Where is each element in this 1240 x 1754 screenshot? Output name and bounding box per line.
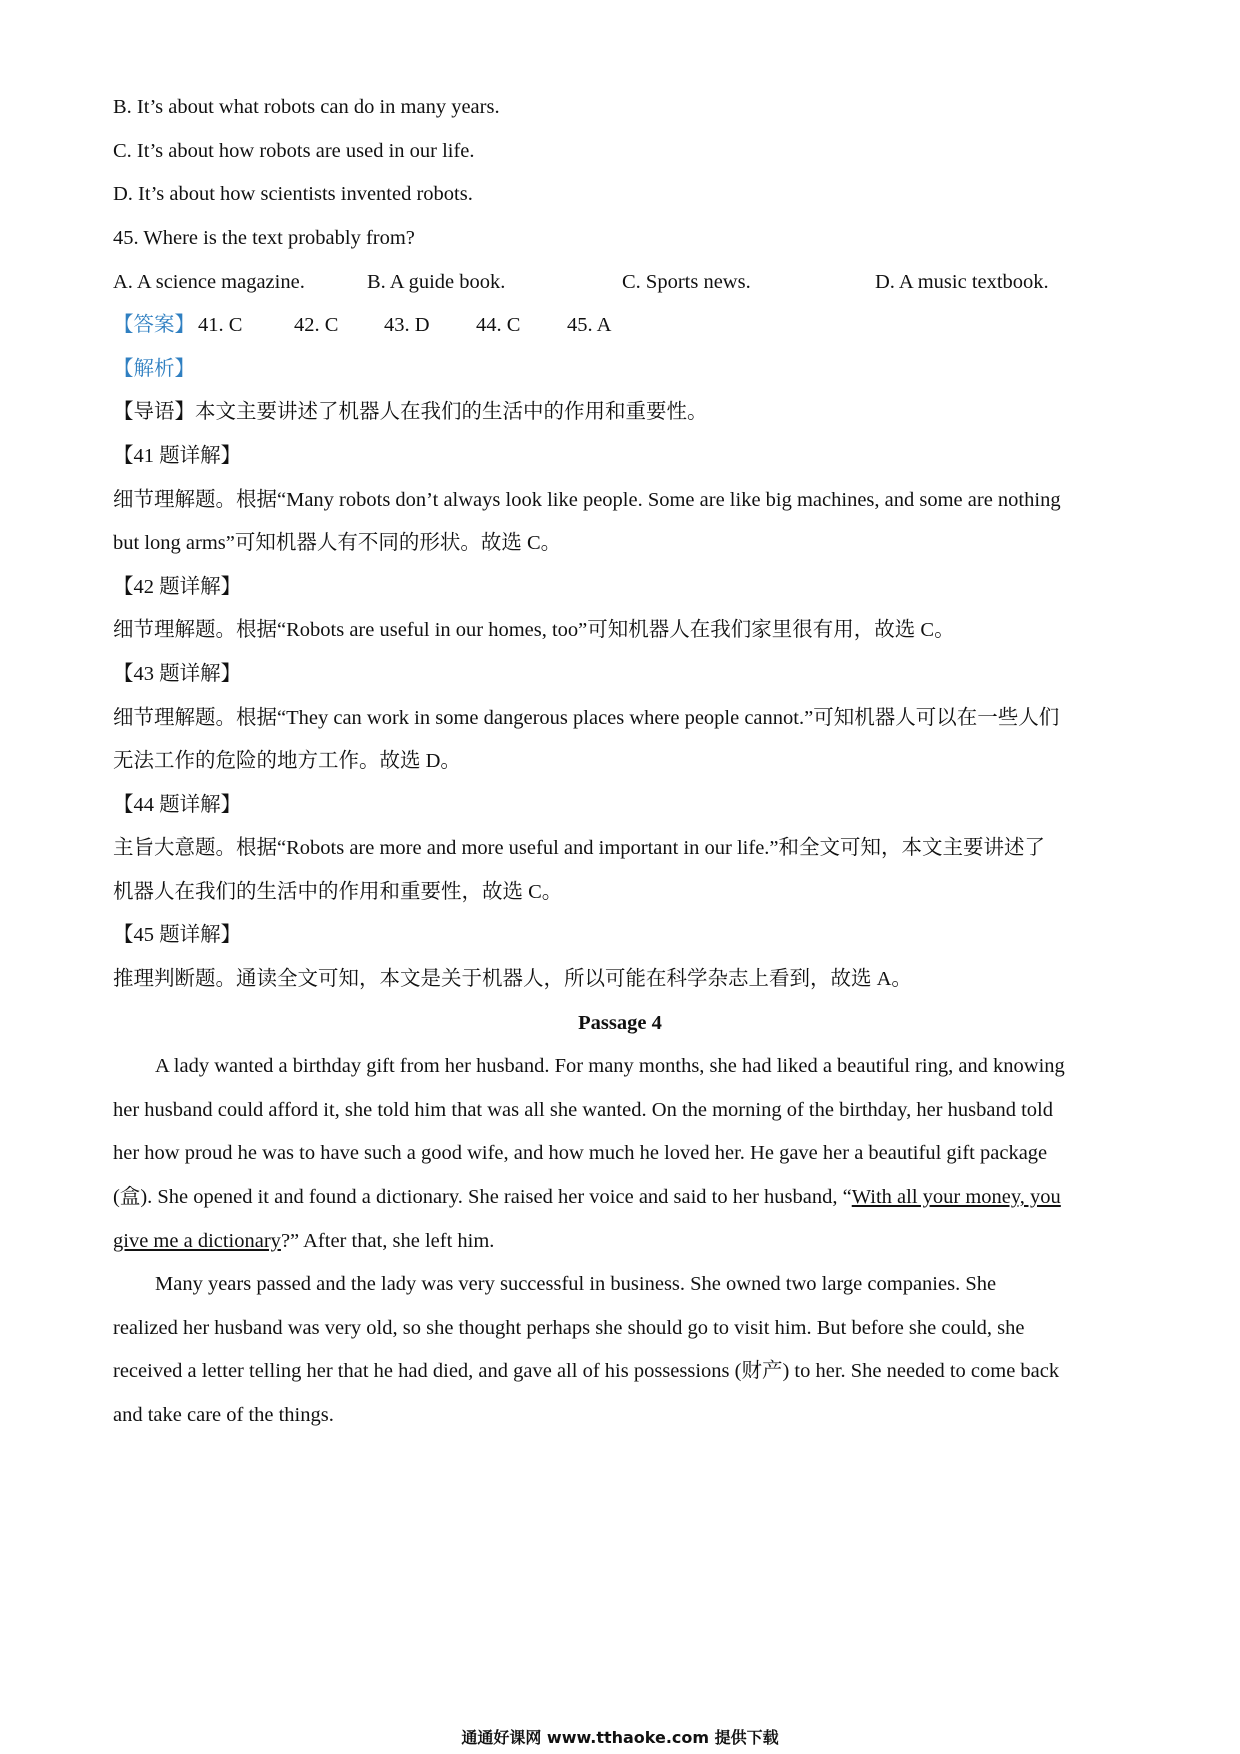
q45-option-c: C. Sports news. — [622, 271, 751, 293]
q45-option-d: D. A music textbook. — [875, 271, 1049, 293]
passage-p1-line: A lady wanted a birthday gift from her husband. For many months, she had liked a beautiful ring, and knowing — [155, 1055, 1065, 1077]
underlined-quote: With all your money, you — [851, 1186, 1061, 1208]
detail-41-heading: 【41 题详解】 — [113, 445, 242, 467]
passage-title: Passage 4 — [578, 1012, 662, 1034]
detail-43-heading: 【43 题详解】 — [113, 663, 242, 685]
detail-41-line: 细节理解题。根据“Many robots don’t always look like people. Some are like big machines, and some are nothing — [113, 489, 1061, 511]
analysis-label: 【解析】 — [113, 358, 195, 380]
q44-option-c: C. It’s about how robots are used in our life. — [113, 140, 475, 162]
answer-label: 【答案】 — [113, 314, 195, 336]
detail-43-line: 无法工作的危险的地方工作。故选 D。 — [113, 750, 461, 772]
q45-option-b: B. A guide book. — [367, 271, 506, 293]
intro-text: 【导语】本文主要讲述了机器人在我们的生活中的作用和重要性。 — [113, 401, 708, 423]
passage-p2-line: received a letter telling her that he had died, and gave all of his possessions (财产) to her. She needed to come back — [113, 1360, 1060, 1382]
passage-text: ?” After that, she left him. — [280, 1230, 495, 1252]
detail-45-line: 推理判断题。通读全文可知，本文是关于机器人，所以可能在科学杂志上看到，故选 A。 — [113, 968, 912, 990]
passage-p2-line: realized her husband was very old, so she thought perhaps she should go to visit him. But before she could, she — [113, 1317, 1025, 1339]
passage-p1-line — [113, 1183, 1061, 1211]
answer-item: 45. A — [567, 314, 612, 336]
q45-option-a: A. A science magazine. — [113, 271, 305, 293]
passage-p1-line: her husband could afford it, she told him that was all she wanted. On the morning of the birthday, her husband told — [113, 1099, 1053, 1121]
detail-42-line: 细节理解题。根据“Robots are useful in our homes, too”可知机器人在我们家里很有用，故选 C。 — [113, 619, 955, 641]
answer-item: 43. D — [384, 314, 430, 336]
passage-text: (盒). She opened it and found a dictionary. She raised her voice and said to her husband, “ — [113, 1186, 852, 1208]
passage-p1-line: her how proud he was to have such a good wife, and how much he loved her. He gave her a beautiful gift package — [113, 1142, 1048, 1164]
detail-41-line: but long arms”可知机器人有不同的形状。故选 C。 — [113, 532, 562, 554]
passage-p2-line: Many years passed and the lady was very successful in business. She owned two large companies. She — [155, 1273, 997, 1295]
detail-43-line: 细节理解题。根据“They can work in some dangerous places where people cannot.”可知机器人可以在一些人们 — [113, 707, 1060, 729]
detail-44-heading: 【44 题详解】 — [113, 794, 242, 816]
page-footer: 通通好课网 www.tthaoke.com 提供下载 — [461, 1728, 779, 1747]
passage-p2-line: and take care of the things. — [113, 1404, 334, 1426]
detail-44-line: 主旨大意题。根据“Robots are more and more useful and important in our life.”和全文可知，本文主要讲述了 — [113, 837, 1046, 859]
detail-45-heading: 【45 题详解】 — [113, 924, 242, 946]
underlined-quote: give me a dictionary — [113, 1230, 281, 1252]
detail-44-line: 机器人在我们的生活中的作用和重要性，故选 C。 — [113, 881, 563, 903]
detail-42-heading: 【42 题详解】 — [113, 576, 242, 598]
q44-option-b: B. It’s about what robots can do in many years. — [113, 96, 500, 118]
answer-item: 41. C — [198, 314, 243, 336]
answer-item: 42. C — [294, 314, 339, 336]
q45-stem: 45. Where is the text probably from? — [113, 227, 415, 249]
answer-item: 44. C — [476, 314, 521, 336]
q44-option-d: D. It’s about how scientists invented robots. — [113, 183, 473, 205]
passage-p1-line — [113, 1227, 494, 1255]
